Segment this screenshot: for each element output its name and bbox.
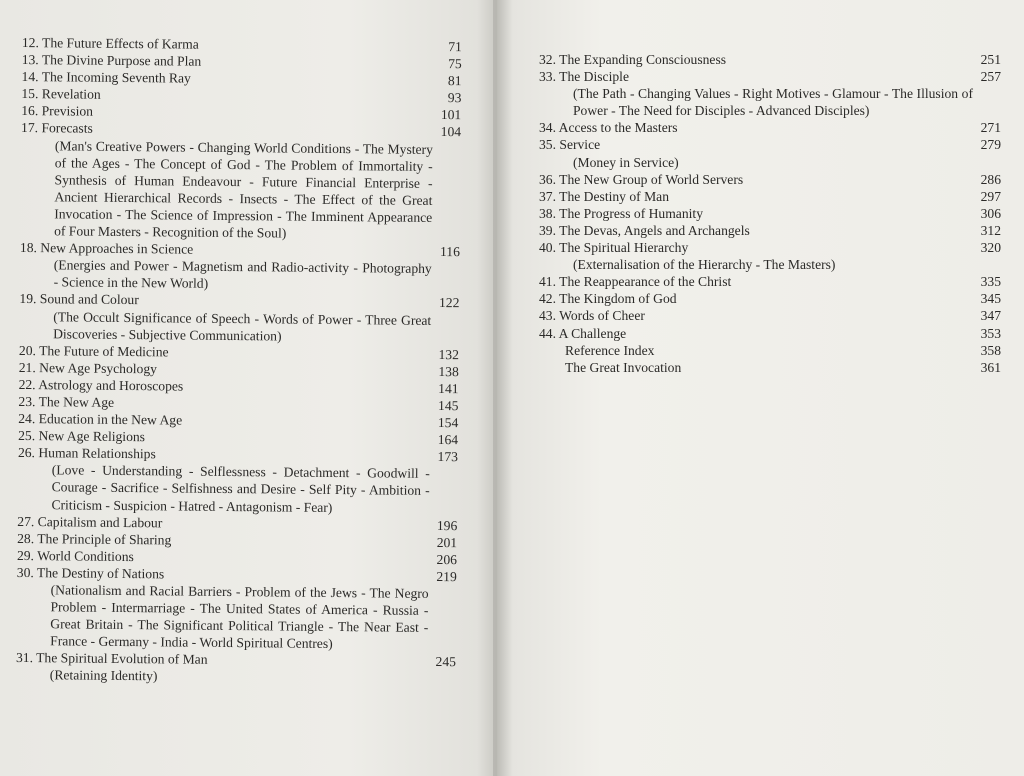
entry-title: 44. A Challenge: [539, 325, 627, 341]
entry-page: 345: [980, 291, 1001, 307]
entry-page: 81: [447, 73, 462, 89]
entry-page: 71: [448, 39, 462, 55]
entry-page: 116: [439, 244, 461, 260]
entry-page: 154: [437, 415, 459, 431]
toc-right: [539, 51, 1001, 376]
entry-page: 320: [980, 240, 1001, 256]
entry-title: 37. The Destiny of Man: [539, 188, 670, 204]
entry-page: 75: [448, 56, 462, 72]
toc-entry: [539, 68, 1001, 119]
entry-title: 16. Prevision: [21, 103, 94, 120]
toc-entry: [539, 51, 1001, 68]
entry-title: 24. Education in the New Age: [18, 411, 183, 428]
entry-page: 122: [438, 295, 460, 311]
entry-page: 141: [438, 380, 459, 397]
entry-title: 15. Revelation: [21, 86, 101, 103]
toc-entry: [539, 222, 1001, 239]
toc-entry: [539, 273, 1001, 290]
toc-entry: [539, 342, 1001, 359]
entry-subtopics: (Energies and Power - Magnetism and Radio-activity - Photography - Science in the New World): [53, 257, 432, 292]
entry-title: 23. The New Age: [18, 393, 115, 410]
entry-title: 13. The Divine Purpose and Plan: [21, 52, 202, 69]
entry-page: 93: [447, 90, 462, 106]
entry-title: 26. Human Relationships: [17, 445, 156, 462]
entry-page: 335: [980, 274, 1001, 290]
entry-page: 257: [980, 69, 1001, 85]
entry-subtopics: (The Path - Changing Values - Right Motives - Glamour - The Illusion of Power - The Need for Disciples - Advanced Disciples): [573, 86, 973, 119]
toc-entry: [539, 239, 1001, 273]
entry-title: 30. The Destiny of Nations: [16, 564, 165, 582]
entry-subtopics: (Nationalism and Racial Barriers - Problem of the Jews - The Negro Problem - Intermarriage - The United States of America - Russia - Great Britain - The Significant Political Triangle - The Near East - France - Germany - India - World Spiritual Centres): [50, 582, 429, 652]
entry-title: 43. Words of Cheer: [539, 308, 645, 324]
entry-title: 19. Sound and Colour: [19, 291, 139, 308]
toc-entry: [539, 307, 1001, 324]
entry-page: 286: [980, 171, 1001, 187]
entry-title: 17. Forecasts: [21, 120, 93, 137]
toc-entry: [539, 136, 1001, 170]
entry-page: 138: [438, 363, 459, 379]
entry-page: 201: [436, 534, 458, 550]
left-page: [0, 0, 497, 776]
entry-title: 42. The Kingdom of God: [539, 291, 677, 307]
entry-page: 353: [980, 325, 1001, 341]
entry-subtopics: (Externalisation of the Hierarchy - The Masters): [573, 257, 836, 273]
entry-page: 358: [980, 342, 1001, 358]
entry-page: 219: [436, 568, 457, 585]
entry-page: 271: [980, 120, 1001, 136]
entry-page: 104: [440, 124, 462, 140]
entry-page: 306: [980, 205, 1001, 221]
toc-entry: [539, 290, 1001, 307]
entry-title: Reference Index: [565, 342, 655, 358]
entry-title: 14. The Incoming Seventh Ray: [21, 69, 191, 86]
toc-entry: [16, 649, 456, 687]
entry-title: 20. The Future of Medicine: [18, 342, 169, 360]
entry-page: 361: [980, 359, 1001, 375]
entry-title: 41. The Reappearance of the Christ: [539, 274, 732, 290]
toc-entry: [17, 444, 458, 517]
entry-subtopics: (Man's Creative Powers - Changing World Conditions - The Mystery of the Ages - The Concept of God - The Problem of Immortality - Synthesis of Human Endeavour - Future Financial Enterprise - Ancient Hierarchical Records - Insects - The Effect of the Great Invocation - The Science of Impression - The Imminent Appearance of Four Masters - Recognition of the Soul): [54, 137, 433, 241]
entry-title: 25. New Age Religions: [18, 428, 146, 445]
toc-entry: [539, 205, 1001, 222]
toc-entry: [539, 171, 1001, 188]
entry-title: 31. The Spiritual Evolution of Man: [15, 650, 208, 668]
entry-page: 245: [435, 654, 457, 670]
entry-subtopics: (Love - Understanding - Selflessness - Detachment - Goodwill - Courage - Sacrifice - Selfishness and Desire - Self Pity - Ambition - Criticism - Suspicion - Hatred - Antagonism - Fear): [51, 462, 430, 515]
entry-page: 347: [980, 308, 1001, 324]
entry-page: 101: [440, 107, 462, 123]
entry-title: 29. World Conditions: [16, 547, 134, 564]
entry-title: 33. The Disciple: [539, 69, 629, 85]
entry-title: 39. The Devas, Angels and Archangels: [539, 222, 750, 238]
entry-page: 206: [436, 551, 458, 568]
toc-entry: [539, 359, 1001, 376]
entry-title: 27. Capitalism and Labour: [17, 513, 163, 530]
entry-page: 279: [980, 137, 1001, 153]
entry-page: 132: [438, 346, 460, 362]
entry-subtopics: (Retaining Identity): [49, 667, 158, 684]
entry-page: 251: [980, 52, 1001, 67]
toc-entry: [16, 564, 457, 654]
entry-page: 312: [980, 222, 1001, 238]
entry-title: 34. Access to the Masters: [539, 120, 678, 136]
toc-entry: [19, 290, 459, 346]
entry-title: 28. The Principle of Sharing: [17, 530, 172, 548]
entry-page: 164: [437, 432, 459, 448]
entry-subtopics: (Money in Service): [573, 154, 679, 170]
entry-page: 145: [437, 397, 459, 414]
toc-entry: [20, 239, 460, 295]
toc-entry: [20, 119, 461, 243]
entry-title: 36. The New Group of World Servers: [539, 171, 744, 187]
toc-entry: [539, 325, 1001, 342]
entry-page: 196: [436, 517, 458, 533]
right-page: [497, 0, 1024, 776]
entry-subtopics: (The Occult Significance of Speech - Words of Power - Three Great Discoveries - Subjective Communication): [53, 308, 432, 344]
entry-title: 32. The Expanding Consciousness: [539, 52, 727, 67]
toc-left: [16, 34, 462, 688]
toc-entry: [539, 188, 1001, 205]
entry-title: 18. New Approaches in Science: [19, 240, 194, 257]
entry-title: 40. The Spiritual Hierarchy: [539, 240, 689, 256]
entry-page: 297: [980, 188, 1001, 204]
entry-title: 21. New Age Psychology: [18, 359, 158, 377]
toc-entry: [539, 119, 1001, 136]
entry-title: The Great Invocation: [565, 359, 682, 375]
entry-title: 38. The Progress of Humanity: [539, 205, 703, 221]
entry-title: 35. Service: [539, 137, 601, 153]
entry-page: 173: [437, 449, 459, 465]
entry-title: 12. The Future Effects of Karma: [21, 34, 199, 52]
entry-title: 22. Astrology and Horoscopes: [18, 376, 184, 394]
